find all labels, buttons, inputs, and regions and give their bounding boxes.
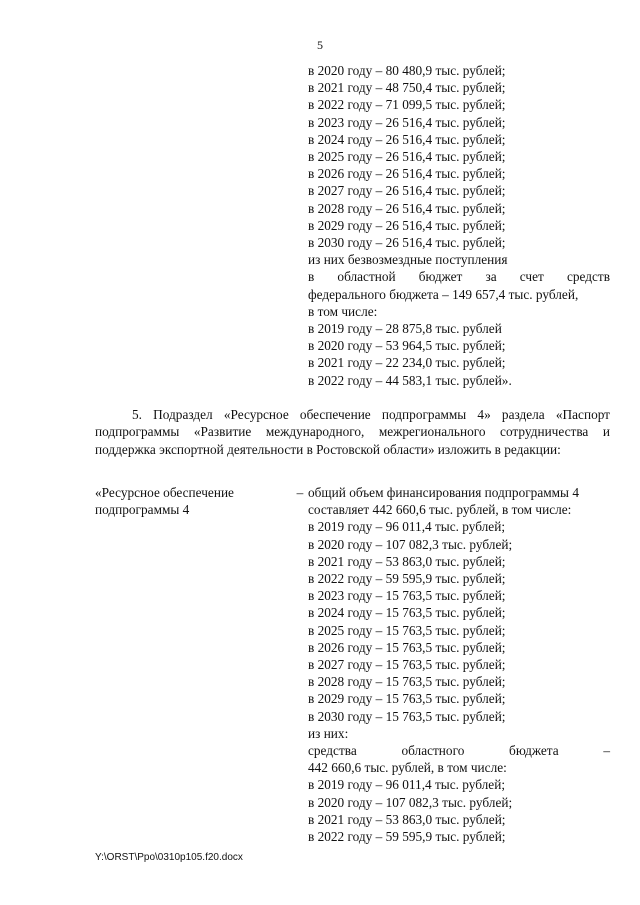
funding-line: в 2022 году – 59 595,9 тыс. рублей; bbox=[308, 571, 506, 587]
funding-line: из них безвозмездные поступления bbox=[308, 252, 508, 268]
page-number: 5 bbox=[317, 38, 323, 52]
funding-line-justified: средства областного бюджета – bbox=[308, 743, 610, 759]
resource-label: «Ресурсное обеспечение подпрограммы 4 bbox=[95, 485, 234, 518]
funding-line: в 2026 году – 26 516,4 тыс. рублей; bbox=[308, 166, 506, 182]
funding-line: в 2020 году – 107 082,3 тыс. рублей; bbox=[308, 536, 513, 552]
funding-line: в 2028 году – 26 516,4 тыс. рублей; bbox=[308, 200, 506, 216]
funding-line: в том числе: bbox=[308, 303, 378, 319]
funding-line: 442 660,6 тыс. рублей, в том числе: bbox=[308, 760, 507, 776]
funding-line: в 2026 году – 15 763,5 тыс. рублей; bbox=[308, 639, 506, 655]
funding-line: составляет 442 660,6 тыс. рублей, в том числе: bbox=[308, 502, 572, 518]
funding-line: в 2020 году – 53 964,5 тыс. рублей; bbox=[308, 338, 506, 354]
funding-list-continued bbox=[308, 62, 610, 389]
funding-line: в 2027 году – 26 516,4 тыс. рублей; bbox=[308, 183, 506, 199]
funding-line: в 2021 году – 53 863,0 тыс. рублей; bbox=[308, 811, 506, 827]
funding-line: в 2022 году – 71 099,5 тыс. рублей; bbox=[308, 97, 506, 113]
funding-line: в 2021 году – 48 750,4 тыс. рублей; bbox=[308, 80, 506, 96]
funding-line: общий объем финансирования подпрограммы 4 bbox=[308, 485, 579, 500]
funding-line: в 2029 году – 26 516,4 тыс. рублей; bbox=[308, 217, 506, 233]
funding-line: в 2022 году – 44 583,1 тыс. рублей». bbox=[308, 372, 512, 388]
funding-line: в 2025 году – 26 516,4 тыс. рублей; bbox=[308, 149, 506, 165]
funding-line: из них: bbox=[308, 725, 349, 741]
paragraph-5 bbox=[95, 406, 610, 458]
funding-line: федерального бюджета – 149 657,4 тыс. рублей, bbox=[308, 286, 579, 302]
funding-line: в 2023 году – 15 763,5 тыс. рублей; bbox=[308, 588, 506, 604]
funding-line: в 2019 году – 28 875,8 тыс. рублей bbox=[308, 321, 502, 337]
funding-line: в 2024 году – 15 763,5 тыс. рублей; bbox=[308, 605, 506, 621]
funding-line: в 2022 году – 59 595,9 тыс. рублей; bbox=[308, 829, 506, 845]
file-path-footer: Y:\ORST\Ppo\0310p105.f20.docx bbox=[95, 852, 243, 863]
funding-line: в 2024 году – 26 516,4 тыс. рублей; bbox=[308, 131, 506, 147]
funding-line: в 2025 году – 15 763,5 тыс. рублей; bbox=[308, 622, 506, 638]
funding-line: в 2021 году – 53 863,0 тыс. рублей; bbox=[308, 553, 506, 569]
funding-line: в 2019 году – 96 011,4 тыс. рублей; bbox=[308, 777, 506, 793]
funding-line: в 2023 году – 26 516,4 тыс. рублей; bbox=[308, 114, 506, 130]
dash-separator: – bbox=[296, 485, 304, 500]
funding-line-justified: в областной бюджет за счет средств bbox=[308, 269, 610, 285]
funding-line: в 2021 году – 22 234,0 тыс. рублей; bbox=[308, 355, 506, 371]
paragraph-text: 5. Подраздел «Ресурсное обеспечение подпрограммы 4» раздела «Паспорт подпрограммы «Развитие международного, межрегионального сотрудничества и поддержка экспортной деятельности в Ростовской области» изложить в редакции: bbox=[95, 407, 610, 457]
funding-line: в 2030 году – 26 516,4 тыс. рублей; bbox=[308, 235, 506, 251]
funding-line: в 2027 году – 15 763,5 тыс. рублей; bbox=[308, 657, 506, 673]
funding-line: в 2020 году – 107 082,3 тыс. рублей; bbox=[308, 794, 513, 810]
funding-line: в 2030 году – 15 763,5 тыс. рублей; bbox=[308, 708, 506, 724]
funding-line: в 2019 году – 96 011,4 тыс. рублей; bbox=[308, 519, 506, 535]
funding-line: в 2028 году – 15 763,5 тыс. рублей; bbox=[308, 674, 506, 690]
resource-details bbox=[308, 484, 610, 845]
funding-line: в 2020 году – 80 480,9 тыс. рублей; bbox=[308, 63, 506, 78]
funding-line: в 2029 году – 15 763,5 тыс. рублей; bbox=[308, 691, 506, 707]
